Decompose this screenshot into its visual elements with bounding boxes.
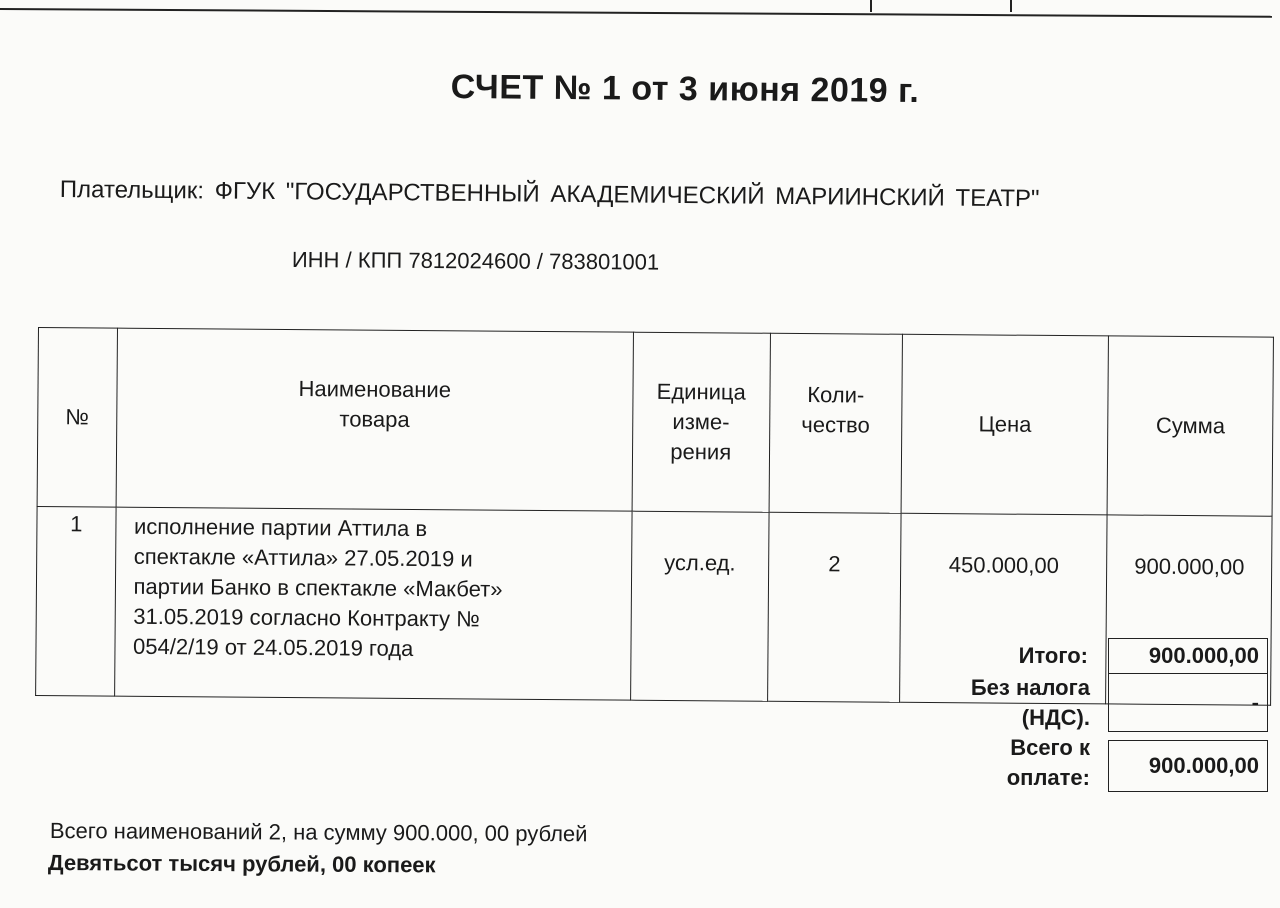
footer-amount-in-words: Девятьсот тысяч рублей, 00 копеек xyxy=(47,850,436,878)
tax-label xyxy=(900,673,1090,733)
cell-sum: 900.000,00 xyxy=(1106,515,1272,705)
inn-kpp-line: ИНН / КПП 7812024600 / 783801001 xyxy=(291,247,660,275)
cell-no: 1 xyxy=(36,506,116,696)
cell-price: 450.000,00 xyxy=(900,513,1108,704)
header-unit-line: Единица xyxy=(656,378,746,405)
due-label-line: Всего к xyxy=(1010,735,1090,760)
due-label-line: оплате: xyxy=(1006,765,1090,790)
due-value: 900.000,00 xyxy=(1108,740,1268,792)
invoice-title: СЧЕТ № 1 от 3 июня 2019 г. xyxy=(450,67,920,111)
header-price-label: Цена xyxy=(978,411,1032,437)
cell-qty: 2 xyxy=(767,512,901,702)
header-sum-label: Сумма xyxy=(1155,412,1226,439)
itogo-value: 900.000,00 xyxy=(1108,638,1268,674)
due-label xyxy=(900,733,1090,793)
header-name-line: Наименование xyxy=(298,376,452,403)
cell-name-line: исполнение партии Аттила в xyxy=(133,513,428,542)
header-name-line: товара xyxy=(339,406,410,432)
cell-name-line: 31.05.2019 согласно Контракту № xyxy=(133,603,480,632)
cell-name-line: 054/2/19 от 24.05.2019 года xyxy=(132,633,414,661)
payer-line: Плательщик: ФГУК "ГОСУДАРСТВЕННЫЙ АКАДЕМИЧЕСКИЙ МАРИИНСКИЙ ТЕАТР" xyxy=(59,176,1040,213)
cell-unit: усл.ед. xyxy=(630,511,768,701)
header-qty-line: Коли- xyxy=(807,382,865,408)
cell-name-line: партии Банко в спектакле «Макбет» xyxy=(133,573,503,602)
tax-label-line: (НДС). xyxy=(1021,705,1090,730)
itogo-label: Итого: xyxy=(1018,643,1088,668)
header-no-label: № xyxy=(65,404,89,430)
cell-name-line: спектакле «Аттила» 27.05.2019 и xyxy=(133,543,473,572)
footer-summary: Всего наименований 2, на сумму 900.000, 00 рублей xyxy=(49,818,588,847)
header-unit-line: рения xyxy=(670,438,732,465)
tax-value: - xyxy=(1108,674,1268,732)
header-qty-line: чество xyxy=(801,411,870,438)
tax-label-line: Без налога xyxy=(970,675,1090,700)
header-unit-line: изме- xyxy=(672,408,730,435)
